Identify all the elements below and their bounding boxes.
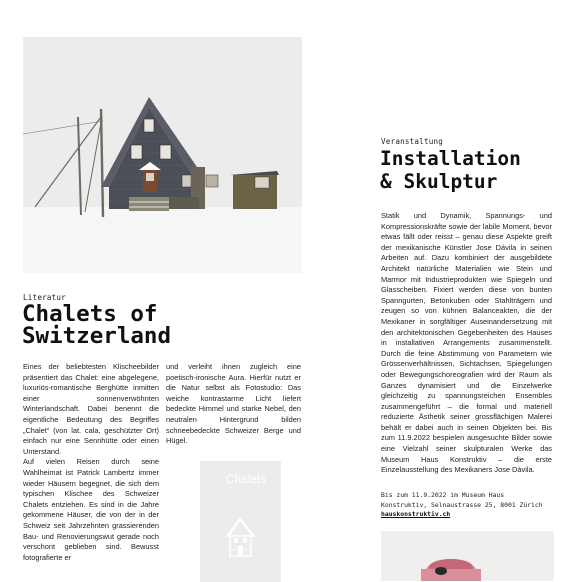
event-info-line: Konstruktiv, Selnaustrasse 25, 8001 Zürich — [381, 500, 543, 509]
article-title — [22, 303, 171, 347]
body-paragraph: Eines der beliebtesten Klischeebilder präsentiert das Chalet: eine abgelegene, luxuriös-romantische Berghütte inmitten einer sonnenverwöhnten Winterlandschaft. Dabei benennt die eigentliche Bedeutung des Begriffes „Chalet“ (von lat. cala, geschützter Ort) einfach nur eine Sennhütte oder einen Unterstand. — [23, 362, 159, 456]
article-body-column-2 — [166, 362, 301, 447]
sculpture-illustration — [381, 531, 554, 581]
event-info — [381, 491, 556, 520]
article-kicker: Literatur — [23, 293, 66, 302]
title-line: Switzerland — [22, 323, 172, 349]
title-line: Chalets of — [22, 301, 158, 327]
event-body — [381, 211, 552, 476]
body-paragraph: Auf vielen Reisen durch seine Wahlheimat ist Patrick Lambertz immer wieder Häusern begegnet, die sich dem typischen Klischee des Schweizer Chalets entziehen. Es sind in die Jahre gekommene Häuser, die von der in der Schweiz seit Jahrzehnten grassierenden Bau- und Renovierungswut gerade noch verschont geblieben sind. Bewusst fotografierte er — [23, 457, 159, 562]
title-line: & Skulptur — [380, 169, 498, 193]
article-body-column-1 — [23, 362, 159, 563]
chalet-illustration — [23, 37, 302, 273]
body-paragraph: und verleiht ihnen zugleich eine poetisch-ironische Aura. Hierfür nutzt er die Natur selbst als Fotostudio: Das weiche kontrastarme Licht liefert bedeckte Himmel und starke Nebel, den neutralen Hintergrund bilden schneebedeckte Schweizer Berge und Hügel. — [166, 362, 301, 446]
title-line: Installation — [380, 147, 521, 170]
website-link[interactable]: hauskonstruktiv.ch — [381, 510, 451, 519]
event-title — [380, 148, 521, 193]
sculpture-photo — [381, 531, 554, 581]
event-info-line: Bis zum 11.9.2022 im Museum Haus — [381, 491, 505, 499]
book-cover — [201, 462, 280, 582]
chalet-photo — [23, 37, 302, 273]
book-title: Chalets — [226, 474, 267, 486]
event-kicker: Veranstaltung — [381, 137, 444, 146]
body-paragraph: Statik und Dynamik, Spannungs- und Kompressionskräfte sowie der labile Moment, bevor etwas fällt oder reisst – genau diese Aspekte greift der mexikanische Künstler Jose Dávila in seinen Arbeiten auf. Dazu kombiniert der ausgebildete Architekt natürliche Materialien wie Stein und Marmor mit Industrieprodukten wie Spiegeln und Glasscheiben. Fixiert werden diese von bunten Spanngurten, Betonkuben oder Stahlträgern und zeugen so von kühnen Balanceakten, die der Mexikaner in sorgfältiger Auseinandersetzung mit den architektonischen Gegebenheiten des Hauses in installativen Arrangements zusammenstellt. Durch die feine Abstimmung von Parametern wie Grössenverhältnissen, Sichtachsen, Spiegelungen oder Bewegungschoreografien wird der Raum als Ganzes dynamisiert und die Einzelwerke gleichzeitig zu spannungsreichen Ensembles zusammengeführt – die formal und materiell reduzierte Ästhetik seiner grossflächigen Malerei behält er dabei auch in seinen Objekten bei. Bis zum 11.9.2022 bespielen ausgesuchte Bilder sowie eine Vielzahl seiner skulpturalen Werke das Museum Haus Konstruktiv – die erste Einzelausstellung des Mexikaners Jose Dávila. — [381, 211, 552, 475]
